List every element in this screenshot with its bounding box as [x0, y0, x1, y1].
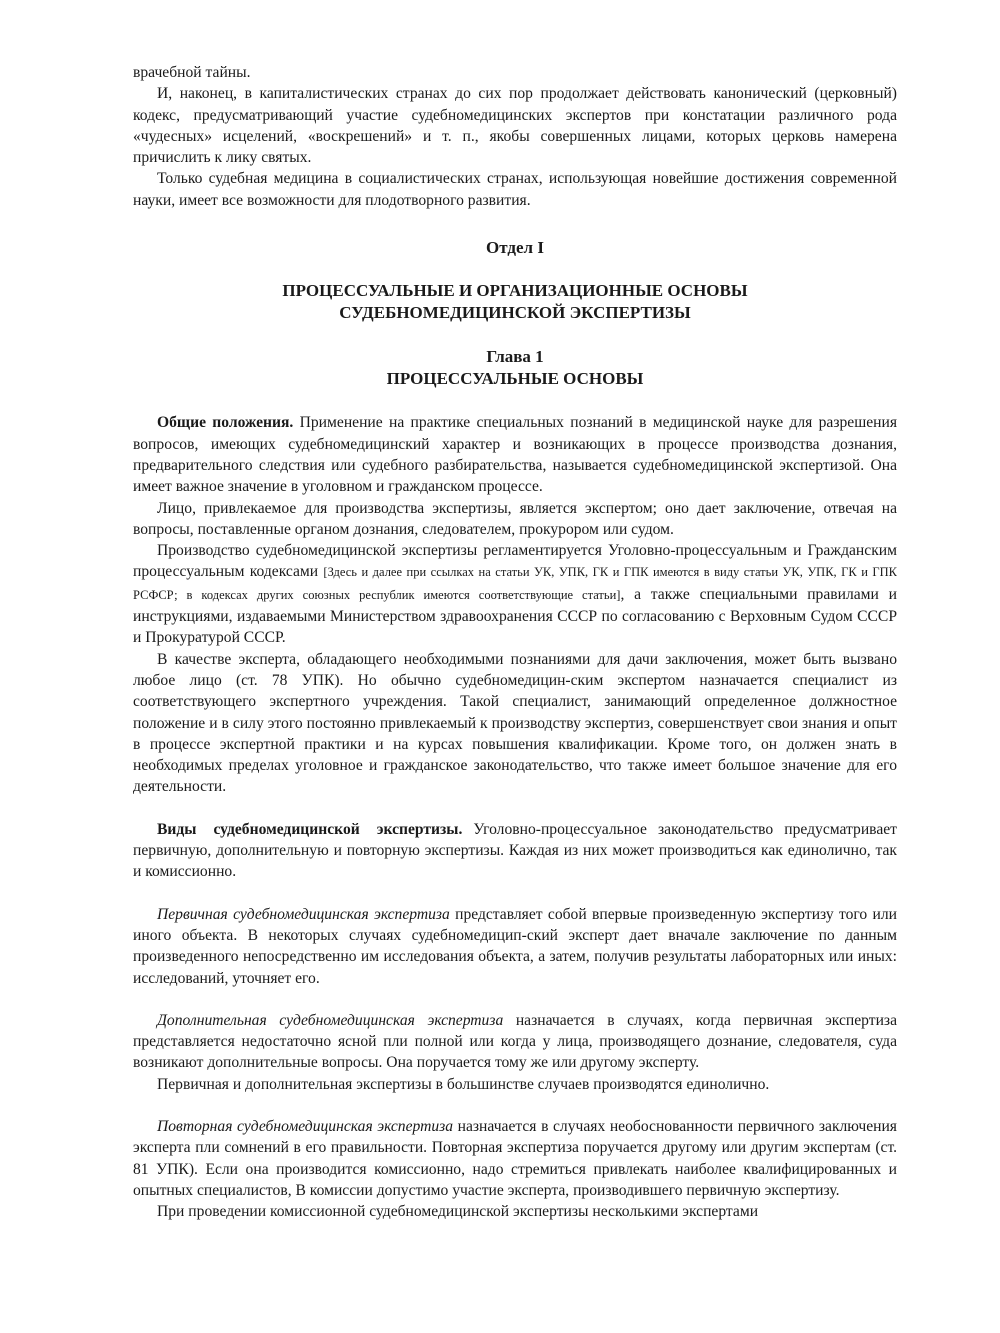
types-text: Уголовно-процессуальное законодательство предусматривает первичную, дополнительную и повторную экспертизы. Каждая из них может производиться как единолично, так и комиссионно. [133, 820, 897, 881]
regulation-paragraph [133, 540, 897, 648]
socialist-paragraph: Только судебная медицина в социалистических странах, использующая новейшие достижения современной науки, имеет все возможности для плодотворного развития. [133, 170, 897, 209]
section-title-line-1: ПРОЦЕССУАЛЬНЫЕ И ОРГАНИЗАЦИОННЫЕ ОСНОВЫ [282, 281, 748, 301]
sole-paragraph: Первичная и дополнительная экспертизы в большинстве случаев производятся единолично. [157, 1075, 770, 1093]
types-lead: Виды судебномедицинской экспертизы. [157, 820, 463, 838]
commission-paragraph: При проведении комиссионной судебномедицинской экспертизы несколькими экспертами [157, 1203, 759, 1221]
expert-quality-paragraph: В качестве эксперта, обладающего необходимыми познаниями для дачи заключения, может быть вызвано любое лицо (ст. 78 УПК). Но обычно судебномедицин-ским экспертом назначается специалист из соответствующего экспертного учреждения. Такой специалист, занимающий определенное должностное положение и в силу этого постоянно привлекаемый к производству экспертиз, совершенствует свои знания и опыт в процессе экспертной практики и на курсах повышения квалификации. Кроме того, он должен знать в необходимых пределах уголовное и гражданское законодательство, что также имеет большое значение для его деятельности. [133, 650, 897, 796]
section-title-line-2: СУДЕБНОМЕДИЦИНСКОЙ ЭКСПЕРТИЗЫ [339, 303, 691, 323]
intro-end-paragraph: врачебной тайны. [133, 64, 251, 81]
repeat-paragraph [133, 1116, 897, 1201]
types-paragraph [133, 819, 897, 883]
section-title [133, 280, 897, 324]
general-provisions-text: Применение на практике специальных познаний в медицинской науке для разрешения вопросов, имеющих судебномедицинский характер и возникающих в процессе производства дознания, предварительного следствия или судебного разбирательства, называется судебномедицинской экспертизой. Она имеет важное значение в уголовном и гражданском процессе. [133, 414, 897, 496]
general-provisions-lead: Общие положения. [157, 414, 294, 432]
chapter-heading: Глава 1 [486, 347, 544, 367]
repeat-text: назначается в случаях необоснованности первичного заключения эксперта пли сомнений в его правильности. Повторная экспертиза поручается другому или другим экспертам (ст. 81 УПК). Если она производится комиссионно, надо стремиться привлекать наиболее квалифицированных и опытных специалистов, В комиссии допустимо участие эксперта, производившего первичную экспертизу. [133, 1117, 897, 1199]
primary-term: Первичная судебномедицинская экспертиза [157, 905, 450, 923]
primary-text: представляет собой впервые произведенную экспертизу того или иного объекта. В некоторых случаях судебномедицип-ский эксперт дает вначале заключение по данным произведенного непосредственно им исследования объекта, а затем, получив результаты лабораторных или иных: исследований, уточняет его. [133, 905, 897, 987]
regulation-text-after: , а также специальными правилами и инструкциями, издаваемыми Министерством здравоохранения СССР по согласованию с Верховным Судом СССР и Прокуратурой СССР. [133, 585, 897, 647]
repeat-term: Повторная судебномедицинская экспертиза [157, 1117, 454, 1135]
expert-paragraph: Лицо, привлекаемое для производства экспертизы, является экспертом; оно дает заключение, отвечая на вопросы, поставленные органом дознания, следователем, прокурором или судом. [133, 499, 897, 538]
regulation-footnote: [Здесь и далее при ссылках на статьи УК, УПК, ГК и ГПК имеются в виду статьи УК, УПК, ГК и ГПК РСФСР; в кодексах других союзных республик имеются соответствующие статьи] [133, 565, 897, 602]
general-provisions-paragraph [133, 412, 897, 497]
document-page [133, 62, 897, 1222]
chapter-title: ПРОЦЕССУАЛЬНЫЕ ОСНОВЫ [386, 369, 644, 389]
additional-term: Дополнительная судебномедицинская экспертиза [157, 1011, 504, 1029]
canon-paragraph: И, наконец, в капиталистических странах до сих пор продолжает действовать канонический (церковный) кодекс, предусматривающий участие судебномедицинских экспертов при констатации различного рода «чудесных» исцелений, «воскрешений» и т. п., якобы совершенных лицами, которых церковь намерена причислить к лику святых. [133, 85, 897, 167]
additional-text: назначается в случаях, когда первичная экспертиза представляется недостаточно ясной пли полной или когда у лица, производящего дознание, следователя, суда возникают дополнительные вопросы. Она поручается тому же или другому эксперту. [133, 1011, 897, 1072]
regulation-text-before: Производство судебномедицинской экспертизы регламентируется Уголовно-процессуальным и Гражданским процессуальным кодексами [133, 542, 897, 581]
primary-paragraph [133, 904, 897, 989]
section-heading: Отдел I [486, 238, 544, 258]
additional-paragraph [133, 1010, 897, 1074]
